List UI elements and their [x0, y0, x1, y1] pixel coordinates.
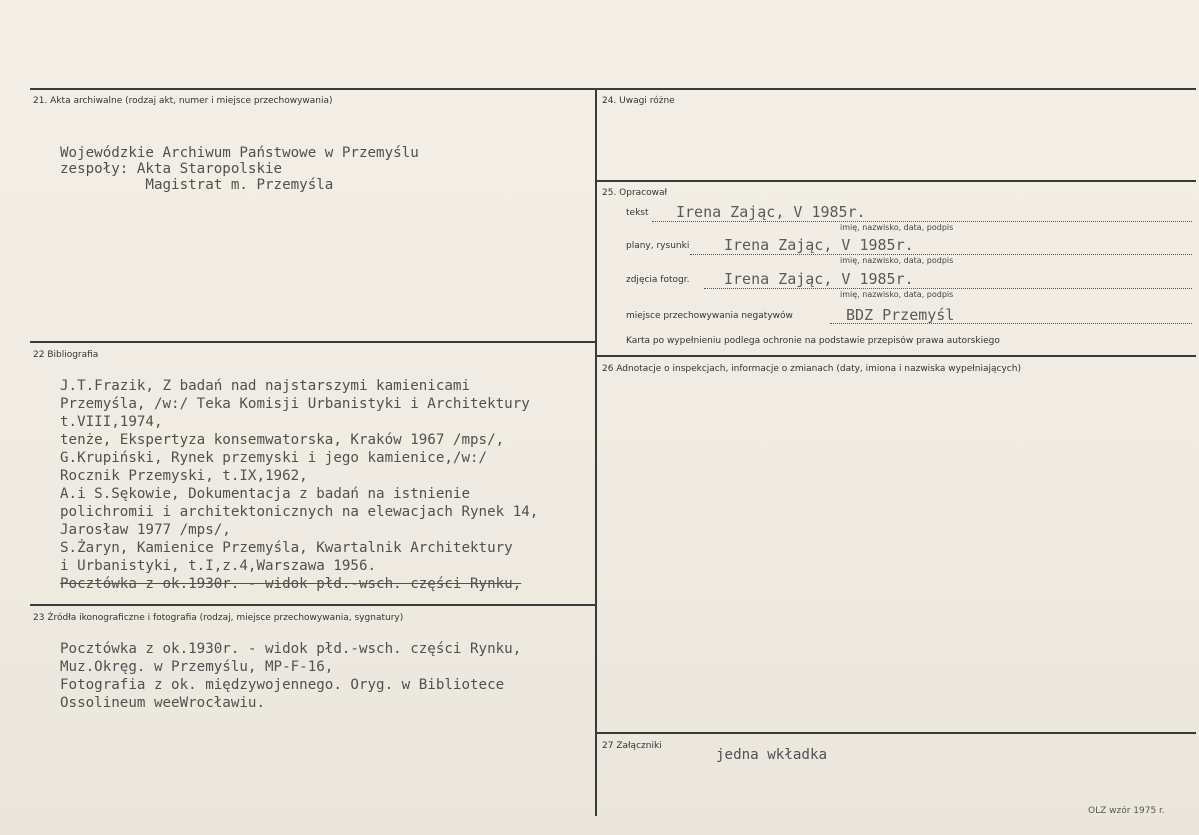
author-drawings-value: Irena Zając, V 1985r.	[724, 236, 914, 254]
author-photos-hint: imię, nazwisko, data, podpis	[840, 290, 954, 299]
section-25-label: 25. Opracował	[602, 188, 668, 198]
author-photos-label: zdjęcia fotogr.	[626, 275, 690, 285]
bibliography-line: A.i S.Sękowie, Dokumentacja z badań na istnienie	[60, 486, 470, 502]
bibliography-line: G.Krupiński, Rynek przemyski i jego kamienice,/w:/	[60, 450, 488, 466]
section-23-label: 23 Źródła ikonograficzne i fotografia (rodzaj, miejsce przechowywania, sygnatury)	[33, 613, 404, 623]
print-mark: OLZ wzór 1975 r.	[1088, 806, 1165, 816]
bibliography-line: Rocznik Przemyski, t.IX,1962,	[60, 468, 308, 484]
rule-26-27	[596, 732, 1196, 734]
bibliography-line: t.VIII,1974,	[60, 414, 163, 430]
bibliography-line: Jarosław 1977 /mps/,	[60, 522, 231, 538]
section-21-line: Magistrat m. Przemyśla	[60, 177, 334, 193]
bibliography-line: S.Żaryn, Kamienice Przemyśla, Kwartalnik Architektury	[60, 540, 513, 556]
section-22-label: 22 Bibliografia	[33, 350, 99, 360]
bibliography-line: i Urbanistyki, t.I,z.4,Warszawa 1956.	[60, 558, 377, 574]
author-drawings-label: plany, rysunki	[626, 241, 690, 251]
author-text-value: Irena Zając, V 1985r.	[676, 203, 866, 221]
copyright-note: Karta po wypełnieniu podlega ochronie na podstawie przepisów prawa autorskiego	[626, 336, 1000, 346]
author-drawings-hint: imię, nazwisko, data, podpis	[840, 256, 954, 265]
section-27-label: 27 Załączniki	[602, 741, 662, 751]
section-26-label: 26 Adnotacje o inspekcjach, informacje o zmianach (daty, imiona i nazwiska wypełniających)	[602, 364, 1021, 374]
author-text-label: tekst	[626, 208, 649, 218]
negatives-label: miejsce przechowywania negatywów	[626, 311, 793, 321]
attachments-value: jedna wkładka	[716, 747, 828, 763]
sources-line: Ossolineum weeWrocławiu.	[60, 695, 265, 711]
bibliography-line: polichromii i architektonicznych na elewacjach Rynek 14,	[60, 504, 539, 520]
center-divider	[595, 88, 597, 816]
rule-22-23	[30, 604, 596, 606]
bibliography-line: Przemyśla, /w:/ Teka Komisji Urbanistyki i Architektury	[60, 396, 530, 412]
bibliography-line: tenże, Ekspertyza konsemwatorska, Kraków 1967 /mps/,	[60, 432, 505, 448]
section-21-label: 21. Akta archiwalne (rodzaj akt, numer i miejsce przechowywania)	[33, 96, 333, 106]
top-rule	[30, 88, 1196, 90]
negatives-value: BDZ Przemyśl	[846, 306, 955, 324]
sources-line: Fotografia z ok. międzywojennego. Oryg. w Bibliotece	[60, 677, 505, 693]
rule-21-22	[30, 341, 596, 343]
bibliography-line: J.T.Frazik, Z badań nad najstarszymi kamienicami	[60, 378, 470, 394]
bibliography-struck-line: Pocztówka z ok.1930r. - widok płd.-wsch. części Rynku,	[60, 576, 522, 592]
rule-25-26	[596, 355, 1196, 357]
section-24-label: 24. Uwagi różne	[602, 96, 675, 106]
section-21-line: Wojewódzkie Archiwum Państwowe w Przemyślu	[60, 145, 419, 161]
section-21-line: zespoły: Akta Staropolskie	[60, 161, 283, 177]
sources-line: Pocztówka z ok.1930r. - widok płd.-wsch. części Rynku,	[60, 641, 522, 657]
sources-line: Muz.Okręg. w Przemyślu, MP-F-16,	[60, 659, 334, 675]
author-photos-value: Irena Zając, V 1985r.	[724, 270, 914, 288]
rule-24-25	[596, 180, 1196, 182]
author-text-hint: imię, nazwisko, data, podpis	[840, 223, 954, 232]
